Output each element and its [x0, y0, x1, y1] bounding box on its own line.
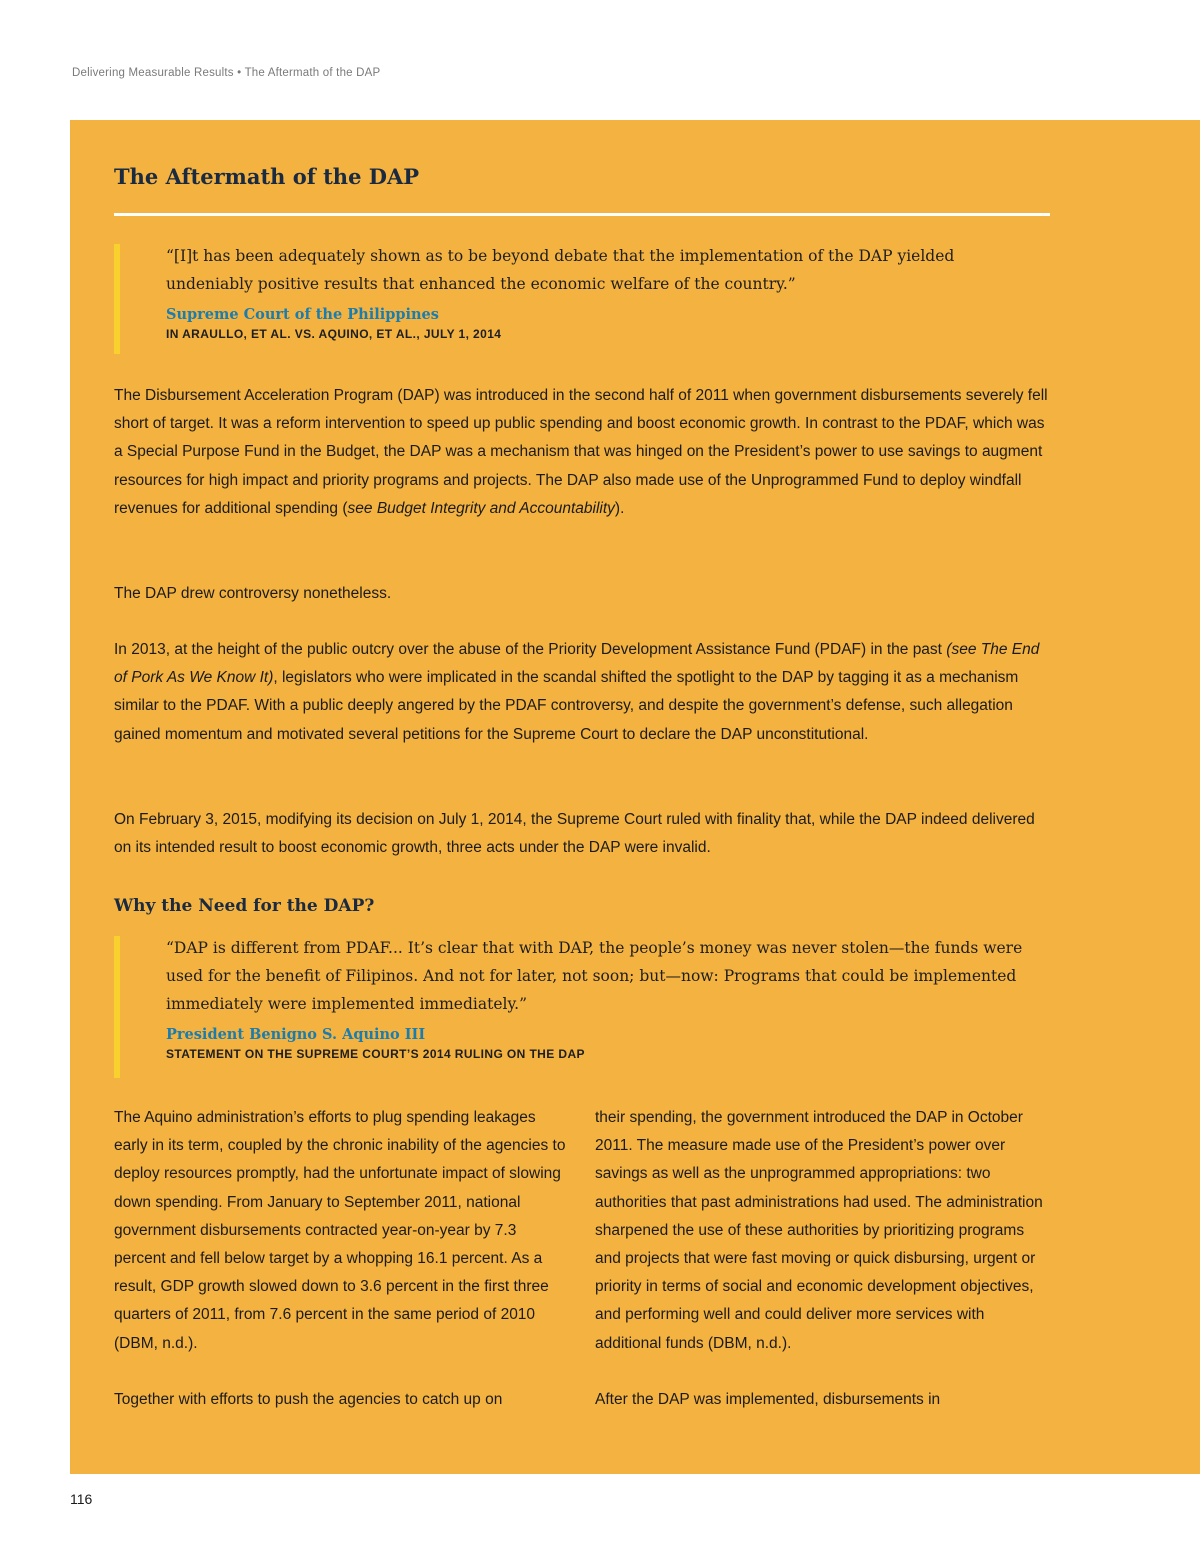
paragraph-text: ).: [614, 499, 625, 517]
paragraph-dap-intro: [114, 382, 1050, 523]
column-paragraph: After the DAP was implemented, disbursements in: [595, 1390, 941, 1408]
paragraph-text: , legislators who were implicated in the scandal shifted the spotlight to the DAP by tagging it as a mechanism similar to the PDAF. With a public deeply angered by the PDAF controversy, and despite the government’s defense, such allegation gained momentum and motivated several petitions for the Supreme Court to declare the DAP unconstitutional.: [114, 669, 1019, 743]
article-panel: [70, 120, 1200, 1474]
running-head: Delivering Measurable Results • The Aftermath of the DAP: [72, 67, 381, 79]
paragraph-controversy: The DAP drew controversy nonetheless.: [114, 585, 392, 602]
column-paragraph: their spending, the government introduced the DAP in October 2011. The measure made use of the President’s power over savings as well as the unprogrammed appropriations: two authorities that past administrations had used. The administration sharpened the use of these authorities by prioritizing programs and projects that were fast moving or quick disbursing, urgent or priority in terms of social and economic development objectives, and performing well and could deliver more services with additional funds (DBM, n.d.).: [595, 1109, 1043, 1352]
column-paragraph: The Aquino administration’s efforts to plug spending leakages early in its term, coupled by the chronic inability of the agencies to deploy resources promptly, had the unfortunate impact of slowing down spending. From January to September 2011, national government disbursements contracted year-on-year by 7.3 percent and fell below target by a whopping 16.1 percent. As a result, GDP growth slowed down to 3.6 percent in the first three quarters of 2011, from 7.6 percent in the same period of 2010 (DBM, n.d.).: [114, 1109, 566, 1352]
paragraph-pdaf-outcry: [114, 636, 1050, 749]
column-left: [114, 1104, 570, 1414]
column-paragraph: Together with efforts to push the agencies to catch up on: [114, 1390, 503, 1408]
quote-supreme-court: [114, 244, 1000, 354]
paragraph-ruling: On February 3, 2015, modifying its decision on July 1, 2014, the Supreme Court ruled with finality that, while the DAP indeed delivered on its intended result to boost economic growth, three acts under the DAP were invalid.: [114, 811, 1035, 857]
section-heading: Why the Need for the DAP?: [114, 896, 375, 916]
quote-text: “DAP is different from PDAF... It’s clear that with DAP, the people’s money was never stolen—the funds were used for the benefit of Filipinos. And not for later, not soon; but—now: Programs that could be implemented immediately were implemented immediately.”: [166, 939, 1023, 1013]
page-title: The Aftermath of the DAP: [114, 164, 420, 189]
quote-source: President Benigno S. Aquino III: [166, 1026, 426, 1043]
title-rule: [114, 213, 1050, 216]
page-number: 116: [70, 1491, 93, 1507]
paragraph-text: The Disbursement Acceleration Program (DAP) was introduced in the second half of 2011 when government disbursements severely fell short of target. It was a reform intervention to speed up public spending and boost economic growth. In contrast to the PDAF, which was a Special Purpose Fund in the Budget, the DAP was a mechanism that was hinged on the President’s power to use savings to augment resources for high impact and priority programs and projects. The DAP also made use of the Unprogrammed Fund to deploy windfall revenues for additional spending (: [114, 387, 1048, 517]
quote-president: [114, 936, 1036, 1078]
paragraph-italic-reference: see Budget Integrity and Accountability: [347, 499, 615, 517]
paragraph-italic-reference: (see The End of Pork As We Know It): [114, 641, 1040, 687]
quote-reference: IN ARAULLO, ET AL. VS. AQUINO, ET AL., JULY 1, 2014: [166, 327, 502, 341]
quote-reference: STATEMENT ON THE SUPREME COURT’S 2014 RULING ON THE DAP: [166, 1047, 585, 1061]
paragraph-text: In 2013, at the height of the public outcry over the abuse of the Priority Development Assistance Fund (PDAF) in the past: [114, 641, 947, 658]
quote-text: “[I]t has been adequately shown as to be beyond debate that the implementation of the DAP yielded undeniably positive results that enhanced the economic welfare of the country.”: [166, 247, 955, 293]
column-right: [595, 1104, 1051, 1414]
quote-source: Supreme Court of the Philippines: [166, 306, 439, 323]
